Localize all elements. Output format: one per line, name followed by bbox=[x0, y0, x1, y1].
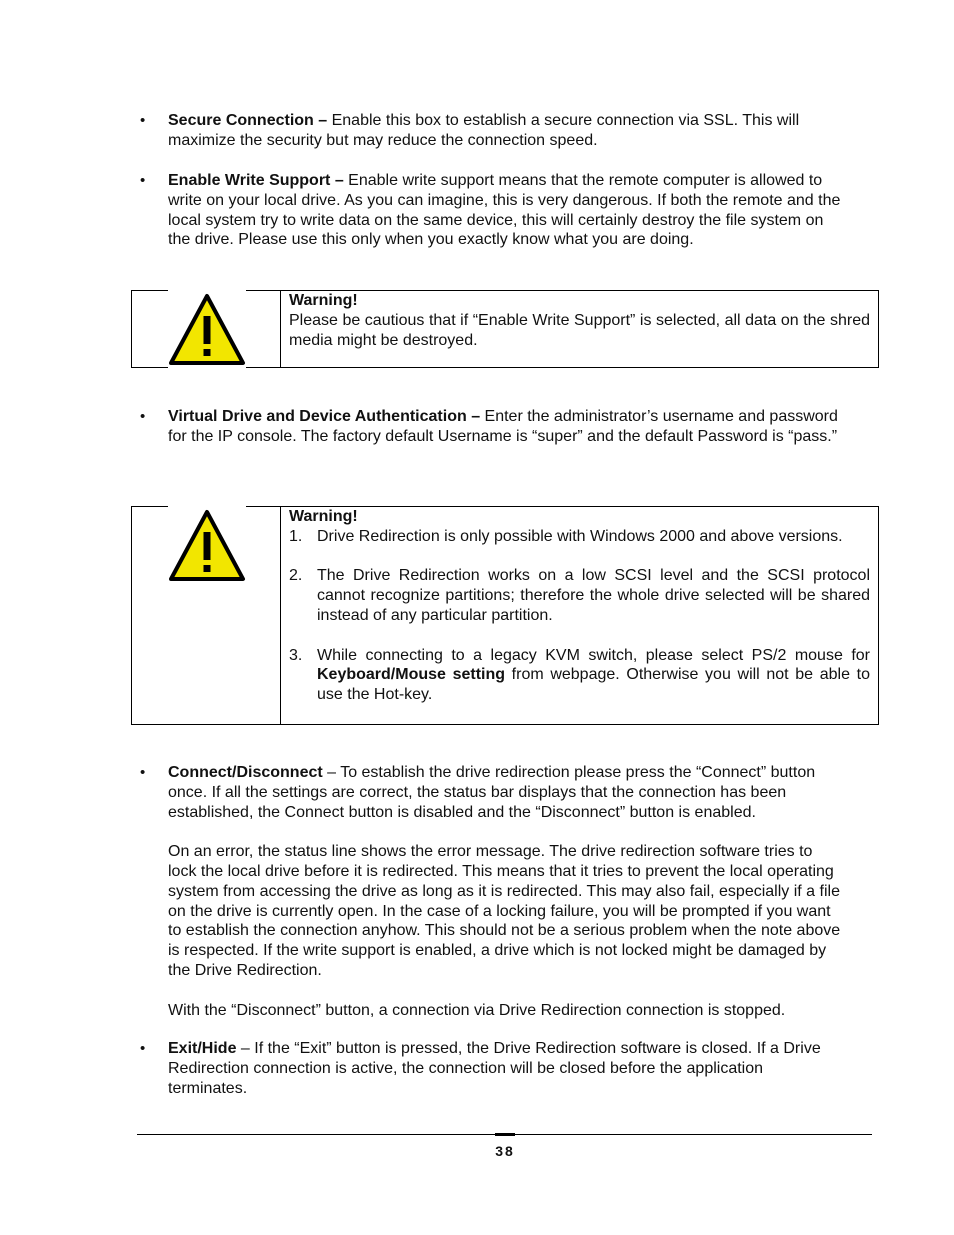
box-border bbox=[131, 724, 280, 725]
term-device-authentication: Virtual Drive and Device Authentication – bbox=[168, 408, 481, 425]
warning-box-write-support bbox=[131, 290, 879, 368]
bullet-enable-write-support bbox=[140, 171, 842, 250]
connect-disconnect-paragraph: With the “Disconnect” button, a connection via Drive Redirection connection is stopped. bbox=[168, 1001, 786, 1019]
bullet-connect-disconnect-text bbox=[168, 763, 842, 822]
bullet-exit-hide-body bbox=[168, 1039, 842, 1098]
term-secure-connection: Secure Connection – bbox=[168, 112, 328, 129]
bullet-secure-connection-body bbox=[168, 111, 842, 151]
desc-exit-hide: – If the “Exit” button is pressed, the Drive Redirection software is closed. If a Drive Redirection connection is active, the connection will be closed before the application terminates. bbox=[168, 1040, 821, 1097]
box-border bbox=[131, 290, 132, 368]
list-item-text: Drive Redirection is only possible with Windows 2000 and above versions. bbox=[317, 527, 843, 545]
list-number: 1. bbox=[289, 527, 303, 545]
box-border bbox=[131, 506, 132, 725]
bullet-connect-disconnect-body bbox=[168, 763, 842, 1020]
desc-device-authentication: Enter the administrator’s username and password for the IP console. The factory default Username is “super” and the default Password is “pass.” bbox=[168, 408, 838, 445]
bullet-symbol: • bbox=[140, 172, 146, 189]
box-border bbox=[131, 367, 168, 368]
term-enable-write-support: Enable Write Support – bbox=[168, 172, 344, 189]
box-border bbox=[131, 506, 168, 507]
footer-mark bbox=[495, 1133, 515, 1136]
bullet-symbol: • bbox=[140, 1040, 146, 1057]
term-exit-hide: Exit/Hide bbox=[168, 1040, 237, 1057]
warning-cell bbox=[280, 506, 879, 725]
bullet-device-authentication bbox=[140, 407, 842, 447]
bullet-enable-write-support-text bbox=[168, 171, 842, 250]
bullet-secure-connection bbox=[140, 111, 842, 151]
bullet-device-authentication-body bbox=[168, 407, 842, 447]
warning-box-drive-redirection bbox=[131, 506, 879, 725]
connect-error-paragraph: On an error, the status line shows the error message. The drive redirection software tries to lock the local drive before it is redirected. This means that it tries to prevent the local operating system from accessing the drive as long as it is redirected. This may also fail, especially if a file on the drive is currently open. In the case of a locking failure, you will be prompted if you want to establish the connection anyhow. This should not be a serious problem when the note above is respected. If the write support is enabled, a drive which is not locked might be damaged by the Drive Redirection. bbox=[168, 843, 841, 979]
term-connect-disconnect: Connect/Disconnect bbox=[168, 764, 323, 781]
bullet-exit-hide bbox=[140, 1039, 842, 1098]
warning-title: Warning! bbox=[289, 292, 358, 309]
warning-title: Warning! bbox=[289, 508, 358, 525]
page-number: 38 bbox=[495, 1143, 515, 1159]
warning-triangle-icon bbox=[168, 292, 246, 366]
desc-secure-connection: Enable this box to establish a secure connection via SSL. This will maximize the security but may reduce the connection speed. bbox=[168, 112, 800, 149]
warning-list-item bbox=[289, 566, 870, 625]
bullet-enable-write-support-body bbox=[168, 171, 842, 250]
list-number: 3. bbox=[289, 646, 303, 664]
bullet-secure-connection-text bbox=[168, 111, 842, 151]
warning-triangle-icon bbox=[168, 508, 246, 582]
bullet-symbol: • bbox=[140, 408, 146, 425]
bullet-exit-hide-text bbox=[168, 1039, 842, 1098]
warning-list-item bbox=[289, 527, 870, 547]
box-border bbox=[131, 290, 168, 291]
warning-text: Please be cautious that if “Enable Write Support” is selected, all data on the shred media might be destroyed. bbox=[289, 311, 870, 349]
box-border bbox=[246, 290, 280, 291]
box-border bbox=[246, 367, 280, 368]
list-item-text-post: from webpage. Otherwise you will not be able to use the Hot-key. bbox=[317, 666, 870, 704]
list-item-text: The Drive Redirection works on a low SCSI level and the SCSI protocol cannot recognize partitions; therefore the whole drive selected will be shared instead of any particular partition. bbox=[317, 567, 870, 624]
box-border bbox=[246, 506, 280, 507]
list-item-text-bold: Keyboard/Mouse setting bbox=[317, 666, 506, 684]
warning-list-item bbox=[289, 646, 870, 705]
list-item-text-pre: While connecting to a legacy KVM switch, please select PS/2 mouse for bbox=[317, 646, 870, 664]
bullet-symbol: • bbox=[140, 764, 146, 781]
warning-cell bbox=[280, 290, 879, 368]
bullet-connect-disconnect bbox=[140, 763, 842, 1020]
list-number: 2. bbox=[289, 567, 303, 585]
bullet-device-authentication-text bbox=[168, 407, 842, 447]
desc-connect-disconnect: – To establish the drive redirection please press the “Connect” button once. If all the settings are correct, the status bar displays that the connection has been established, the Connect button is disabled and the “Disconnect” button is enabled. bbox=[168, 764, 816, 821]
bullet-symbol: • bbox=[140, 112, 146, 129]
desc-enable-write-support: Enable write support means that the remote computer is allowed to write on your local drive. As you can imagine, this is very dangerous. If both the remote and the local system try to write data on the same device, this will certainly destroy the file system on the drive. Please use this only when you exactly know what you are doing. bbox=[168, 172, 841, 249]
